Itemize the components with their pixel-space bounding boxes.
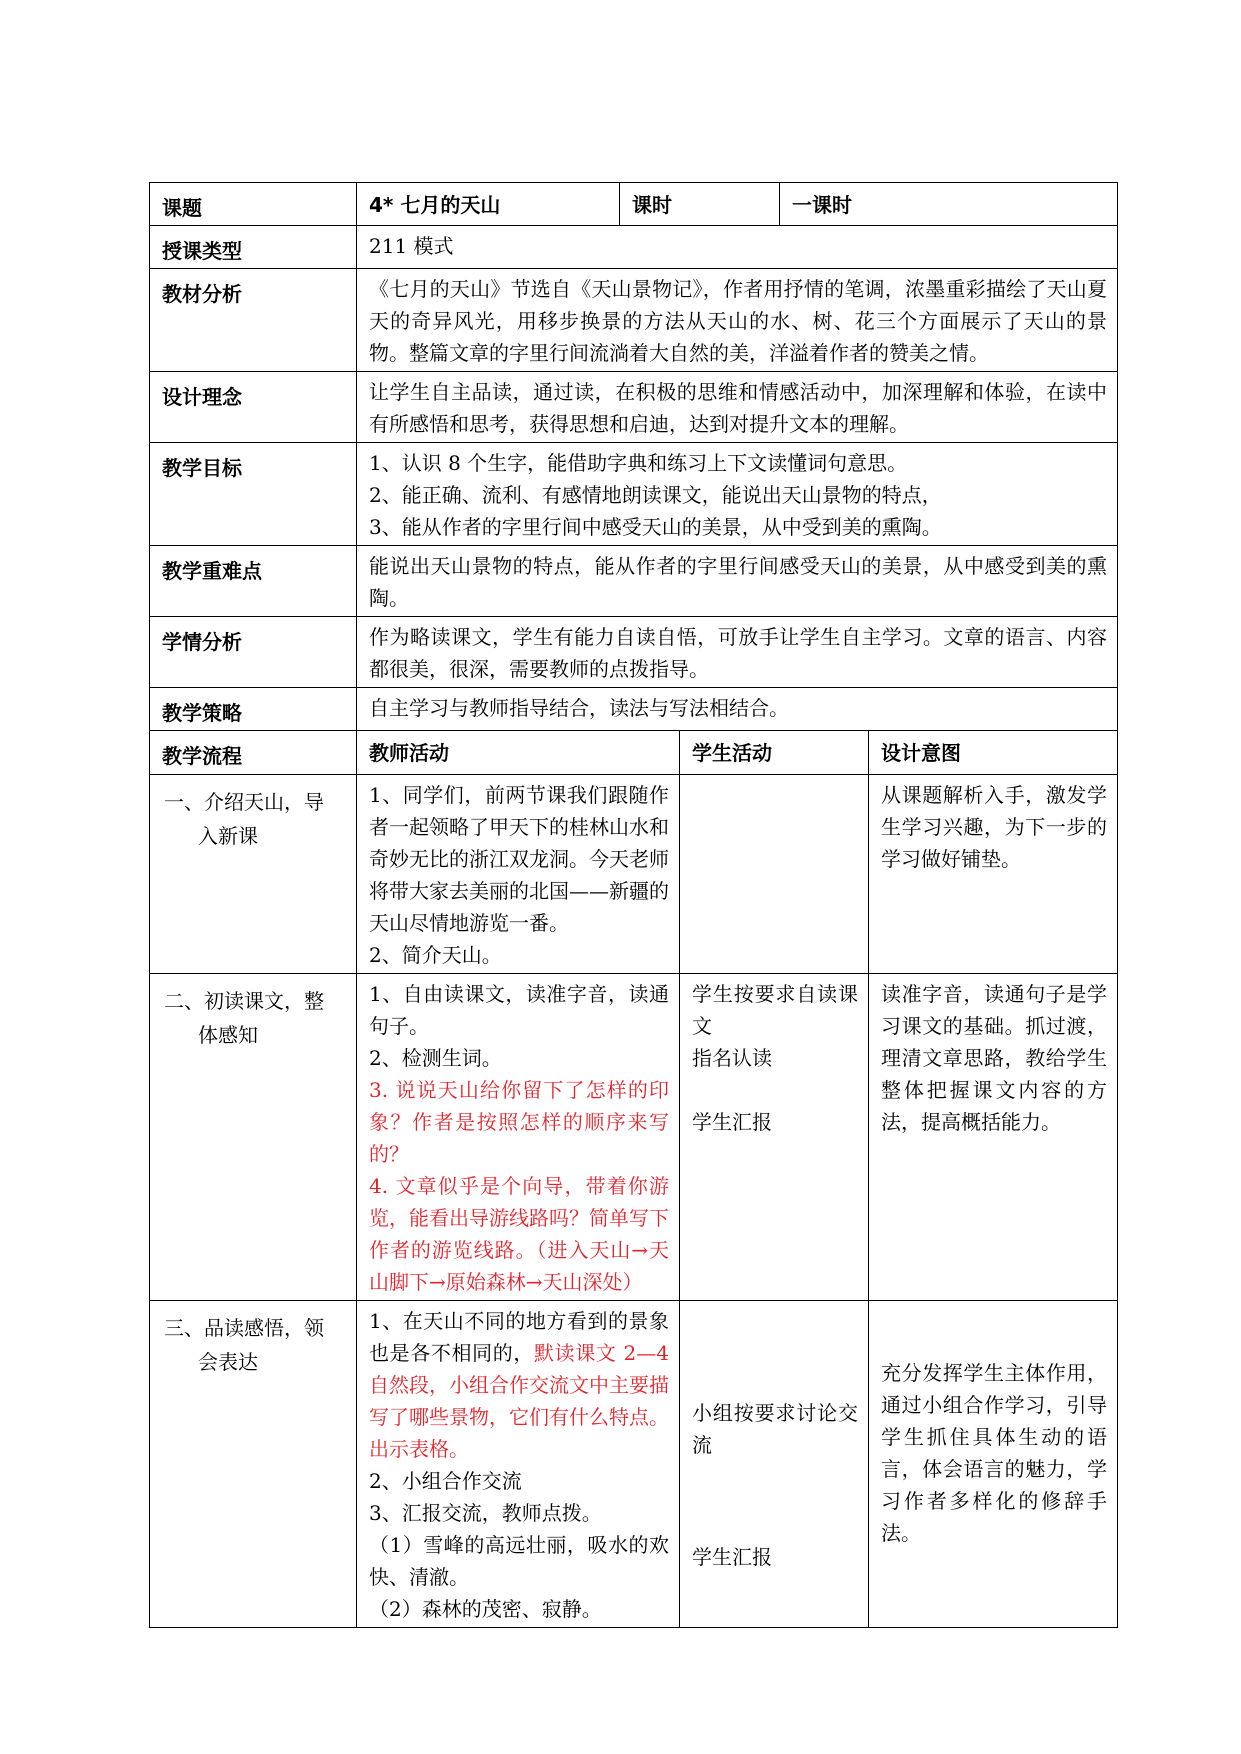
step-title: 三、品读感悟，领 xyxy=(164,1316,324,1340)
student-activity: 小组按要求讨论交流 xyxy=(692,1401,858,1457)
step-title-cont: 入新课 xyxy=(198,824,258,848)
design-intent: 读准字音，读通句子是学习课文的基础。抓过渡，理清文章思路，教给学生整体把握课文内容的方法，提高概括能力。 xyxy=(881,982,1107,1134)
col-student-header: 学生活动 xyxy=(680,731,869,775)
info-text: 能说出天山景物的特点，能从作者的字里行间感受天山的美景，从中感受到美的熏陶。 xyxy=(369,554,1107,610)
info-row xyxy=(150,269,1118,372)
info-label: 教学重难点 xyxy=(150,546,357,617)
step-row xyxy=(150,1301,1118,1628)
spacer xyxy=(692,1074,858,1106)
info-row xyxy=(150,546,1118,617)
col-intent-header: 设计意图 xyxy=(869,731,1118,775)
spacer xyxy=(881,1305,1107,1357)
design-intent: 从课题解析入手，激发学生学习兴趣，为下一步的学习做好铺垫。 xyxy=(881,783,1107,871)
student-activity: 学生按要求自读课文 xyxy=(692,982,858,1038)
teacher-activity-task: 默读课文 2—4 自然段，小组合作交流文中主要描写了哪些景物，它们有什么特点。出示表格。 xyxy=(369,1341,670,1461)
spacer xyxy=(692,1461,858,1541)
type-row xyxy=(150,226,1118,269)
topic-label: 课题 xyxy=(150,183,357,226)
step-row xyxy=(150,775,1118,974)
teacher-activity: 3. 说说天山给你留下了怎样的印象？作者是按照怎样的顺序来写的？ xyxy=(369,1078,669,1166)
type-value: 211 模式 xyxy=(357,226,1118,269)
step-title-cont: 体感知 xyxy=(198,1023,258,1047)
student-activity: 学生汇报 xyxy=(692,1110,772,1134)
info-row xyxy=(150,617,1118,688)
teacher-activity: 2、简介天山。 xyxy=(369,943,502,967)
student-activity-empty xyxy=(680,775,869,974)
info-row xyxy=(150,688,1118,731)
teacher-activity-intro: 1、在天山不同的地方看到的景象也是各不相同的， xyxy=(369,1309,669,1365)
teacher-activity: 1、同学们，前两节课我们跟随作者一起领略了甲天下的桂林山水和奇妙无比的浙江双龙洞。今天老师将带大家去美丽的北国——新疆的天山尽情地游览一番。 xyxy=(369,783,669,935)
teacher-activity: （1）雪峰的高远壮丽，吸水的欢快、清澈。 xyxy=(369,1533,669,1589)
info-text: 让学生自主品读，通过读，在积极的思维和情感活动中，加深理解和体验，在读中有所感悟和思考，获得思想和启迪，达到对提升文本的理解。 xyxy=(369,380,1107,436)
teacher-activity: 4. 文章似乎是个向导，带着你游览，能看出导游线路吗？简单写下作者的游览线路。（进入天山→天山脚下→原始森林→天山深处） xyxy=(369,1174,669,1294)
spacer xyxy=(692,1305,858,1397)
step-title-cont: 会表达 xyxy=(198,1350,258,1374)
goals-row xyxy=(150,443,1118,546)
goal-item: 3、能从作者的字里行间中感受天山的美景，从中受到美的熏陶。 xyxy=(369,515,942,539)
teacher-activity: 3、汇报交流，教师点拨。 xyxy=(369,1501,602,1525)
student-activity: 学生汇报 xyxy=(692,1545,772,1569)
teacher-activity: 1、自由读课文，读准字音，读通句子。 xyxy=(369,982,669,1038)
process-header-row xyxy=(150,731,1118,775)
info-label: 设计理念 xyxy=(150,372,357,443)
topic-value: 4* 七月的天山 xyxy=(357,183,620,226)
info-text: 《七月的天山》节选自《天山景物记》，作者用抒情的笔调，浓墨重彩描绘了天山夏天的奇异风光，用移步换景的方法从天山的水、树、花三个方面展示了天山的景物。整篇文章的字里行间流淌着大自然的美，洋溢着作者的赞美之情。 xyxy=(369,277,1107,365)
info-label: 教材分析 xyxy=(150,269,357,372)
student-activity: 指名认读 xyxy=(692,1046,772,1070)
info-label: 教学目标 xyxy=(150,443,357,546)
teacher-activity: （2）森林的茂密、寂静。 xyxy=(369,1597,602,1621)
info-text: 自主学习与教师指导结合，读法与写法相结合。 xyxy=(369,696,789,720)
type-label: 授课类型 xyxy=(150,226,357,269)
info-text: 作为略读课文，学生有能力自读自悟，可放手让学生自主学习。文章的语言、内容都很美，很深，需要教师的点拨指导。 xyxy=(369,625,1107,681)
goal-item: 2、能正确、流利、有感情地朗读课文，能说出天山景物的特点， xyxy=(369,483,942,507)
teacher-activity: 2、小组合作交流 xyxy=(369,1469,522,1493)
teacher-activity: 2、检测生词。 xyxy=(369,1046,502,1070)
teacher-activity xyxy=(369,1305,669,1465)
process-label: 教学流程 xyxy=(150,731,357,775)
goal-item: 1、认识 8 个生字，能借助字典和练习上下文读懂词句意思。 xyxy=(369,451,908,475)
step-row xyxy=(150,974,1118,1301)
info-label: 学情分析 xyxy=(150,617,357,688)
col-teacher-header: 教师活动 xyxy=(357,731,680,775)
step-title: 一、介绍天山，导 xyxy=(164,790,324,814)
lesson-plan-table xyxy=(149,182,1118,1628)
period-value: 一课时 xyxy=(780,183,1118,226)
info-label: 教学策略 xyxy=(150,688,357,731)
step-title: 二、初读课文，整 xyxy=(164,989,324,1013)
topic-row xyxy=(150,183,1118,226)
period-label: 课时 xyxy=(620,183,780,226)
info-row xyxy=(150,372,1118,443)
design-intent: 充分发挥学生主体作用，通过小组合作学习，引导学生抓住具体生动的语言，体会语言的魅力，学习作者多样化的修辞手法。 xyxy=(881,1361,1107,1545)
